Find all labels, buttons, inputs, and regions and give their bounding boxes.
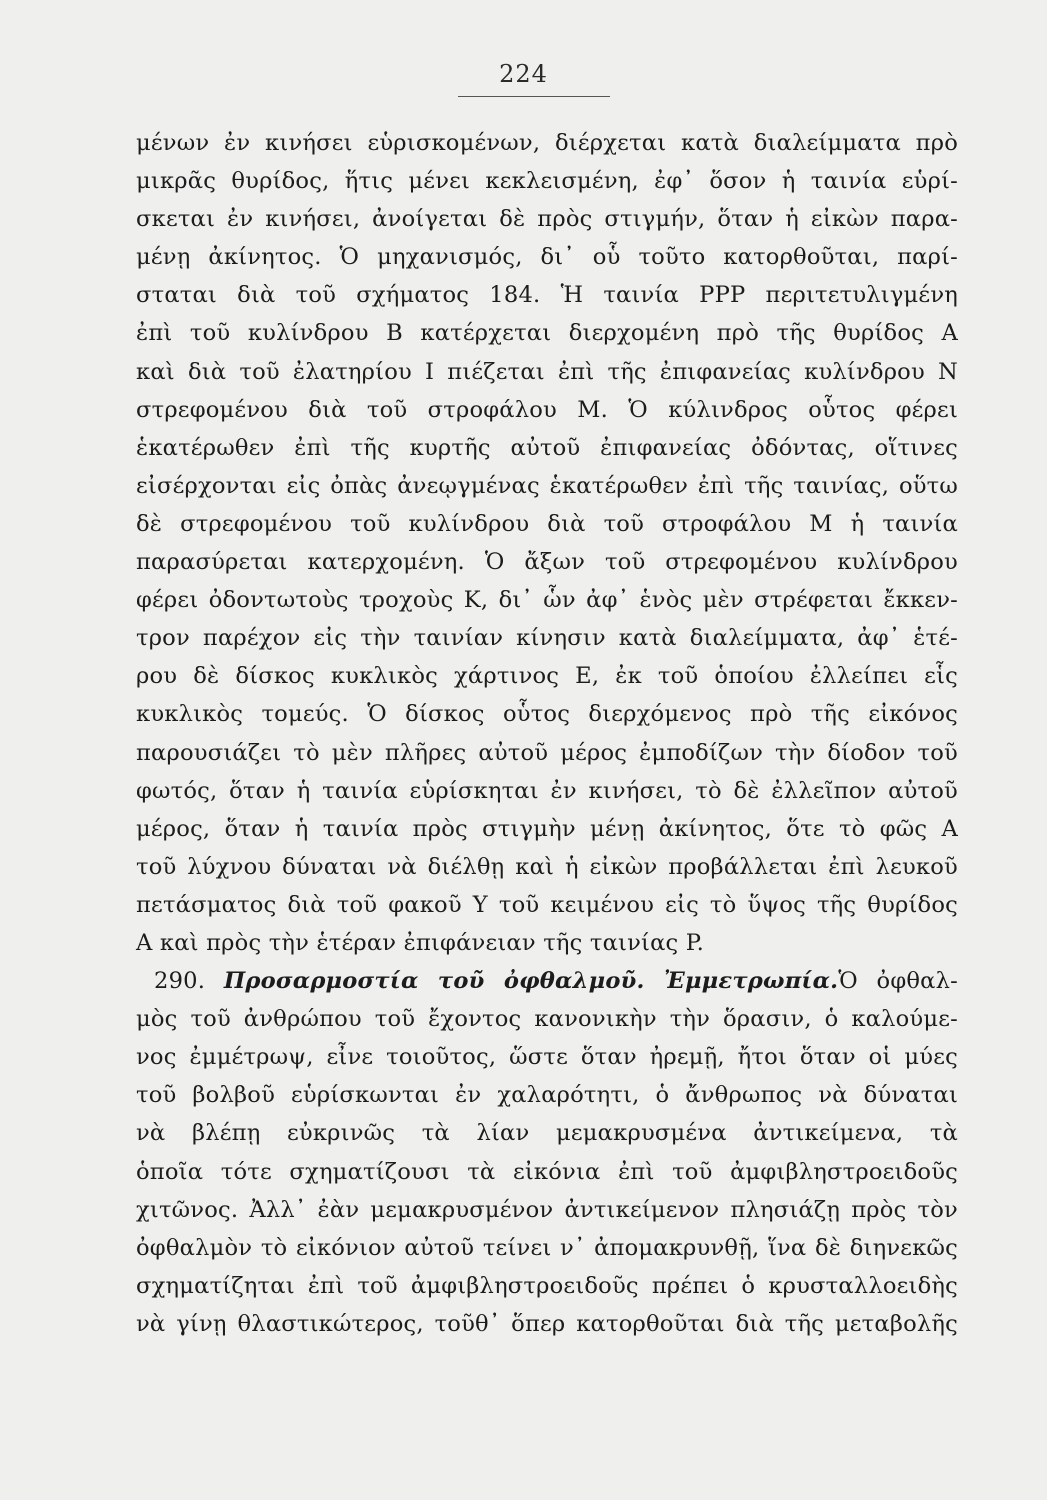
section-number: 290. — [154, 968, 206, 995]
text-line: A καὶ πρὸς τὴν ἑτέραν ἐπιφάνειαν τῆς ταινίας P. — [136, 929, 704, 956]
text-line: μένῃ ἀκίνητος. Ὁ μηχανισμός, δι᾿ οὗ τοῦτο κατορθοῦται, παρί- — [136, 244, 958, 271]
text-line: νὰ γίνῃ θλαστικώτερος, τοῦθ᾿ ὅπερ κατορθοῦται διὰ τῆς μεταβολῆς — [136, 1310, 958, 1337]
text-line: σχηματίζηται ἐπὶ τοῦ ἀμφιβληστροειδοῦς πρέπει ὁ κρυσταλλοειδὴς — [136, 1272, 958, 1299]
body-text — [136, 124, 958, 1343]
text-line: παρασύρεται κατερχομένη. Ὁ ἄξων τοῦ στρεφομένου κυλίνδρου — [136, 549, 958, 576]
section-heading-line — [136, 962, 958, 1000]
text-line: ὀφθαλμὸν τὸ εἰκόνιον αὐτοῦ τείνει ν᾿ ἀπομακρυνθῇ, ἵνα δὲ διηνεκῶς — [136, 1234, 958, 1261]
text-line: τοῦ βολβοῦ εὑρίσκωνται ἐν χαλαρότητι, ὁ ἄνθρωπος νὰ δύναται — [136, 1082, 958, 1109]
text-line: μικρᾶς θυρίδος, ἥτις μένει κεκλεισμένη, ἐφ᾿ ὅσον ἡ ταινία εὑρί- — [136, 168, 958, 195]
text-line: φωτός, ὅταν ἡ ταινία εὑρίσκηται ἐν κινήσει, τὸ δὲ ἐλλεῖπον αὐτοῦ — [136, 777, 958, 804]
text-line: μέρος, ὅταν ἡ ταινία πρὸς στιγμὴν μένῃ ἀκίνητος, ὅτε τὸ φῶς A — [136, 815, 958, 842]
section-first-line-text: Ὁ ὀφθαλ- — [838, 968, 958, 995]
text-line: στρεφομένου διὰ τοῦ στροφάλου M. Ὁ κύλινδρος οὗτος φέρει — [136, 396, 958, 423]
text-line: ἑκατέρωθεν ἐπὶ τῆς κυρτῆς αὐτοῦ ἐπιφανείας ὀδόντας, οἵτινες — [136, 434, 958, 461]
text-line: ἐπὶ τοῦ κυλίνδρου B κατέρχεται διερχομένη πρὸ τῆς θυρίδος A — [136, 320, 958, 347]
text-line: εἰσέρχονται εἰς ὀπὰς ἀνεῳγμένας ἑκατέρωθεν ἐπὶ τῆς ταινίας, οὕτω — [136, 472, 958, 499]
page-number: 224 — [499, 60, 548, 88]
paragraph-2 — [136, 962, 958, 1343]
text-line: παρουσιάζει τὸ μὲν πλῆρες αὐτοῦ μέρος ἐμποδίζων τὴν δίοδον τοῦ — [136, 739, 958, 766]
text-line: σκεται ἐν κινήσει, ἀνοίγεται δὲ πρὸς στιγμήν, ὅταν ἡ εἰκὼν παρα- — [136, 206, 958, 233]
text-line: δὲ στρεφομένου τοῦ κυλίνδρου διὰ τοῦ στροφάλου M ἡ ταινία — [136, 510, 958, 537]
text-line: μὸς τοῦ ἀνθρώπου τοῦ ἔχοντος κανονικὴν τὴν ὅρασιν, ὁ καλούμε- — [136, 1006, 958, 1033]
text-line: σταται διὰ τοῦ σχήματος 184. Ἡ ταινία PPP περιτετυλιγμένη — [136, 282, 958, 309]
section-title: Προσαρμοστία τοῦ ὀφθαλμοῦ. Ἐμμετρωπία. — [223, 968, 839, 995]
text-line: πετάσματος διὰ τοῦ φακοῦ Υ τοῦ κειμένου εἰς τὸ ὕψος τῆς θυρίδος — [136, 891, 958, 918]
text-line: χιτῶνος. Ἀλλ᾿ ἐὰν μεμακρυσμένον ἀντικείμενον πλησιάζῃ πρὸς τὸν — [136, 1196, 958, 1223]
text-line: κυκλικὸς τομεύς. Ὁ δίσκος οὗτος διερχόμενος πρὸ τῆς εἰκόνος — [136, 701, 958, 728]
text-line: ρου δὲ δίσκος κυκλικὸς χάρτινος E, ἐκ τοῦ ὁποίου ἐλλείπει εἷς — [136, 663, 958, 690]
header-rule — [458, 96, 610, 97]
text-line: νὰ βλέπῃ εὐκρινῶς τὰ λίαν μεμακρυσμένα ἀντικείμενα, τὰ — [136, 1120, 958, 1147]
text-line: φέρει ὀδοντωτοὺς τροχοὺς K, δι᾿ ὧν ἀφ᾿ ἑνὸς μὲν στρέφεται ἔκκεν- — [136, 587, 958, 614]
text-line: τρον παρέχον εἰς τὴν ταινίαν κίνησιν κατὰ διαλείμματα, ἀφ᾿ ἑτέ- — [136, 625, 958, 652]
paragraph-1 — [136, 124, 958, 962]
text-line: νος ἐμμέτρωψ, εἶνε τοιοῦτος, ὥστε ὅταν ἠρεμῇ, ἤτοι ὅταν οἱ μύες — [136, 1044, 958, 1071]
text-line: ὁποῖα τότε σχηματίζουσι τὰ εἰκόνια ἐπὶ τοῦ ἀμφιβληστροειδοῦς — [136, 1158, 958, 1185]
text-line: τοῦ λύχνου δύναται νὰ διέλθῃ καὶ ἡ εἰκὼν προβάλλεται ἐπὶ λευκοῦ — [136, 853, 958, 880]
text-line: μένων ἐν κινήσει εὑρισκομένων, διέρχεται κατὰ διαλείμματα πρὸ — [136, 130, 958, 156]
text-line: καὶ διὰ τοῦ ἐλατηρίου I πιέζεται ἐπὶ τῆς ἐπιφανείας κυλίνδρου N — [136, 358, 958, 385]
